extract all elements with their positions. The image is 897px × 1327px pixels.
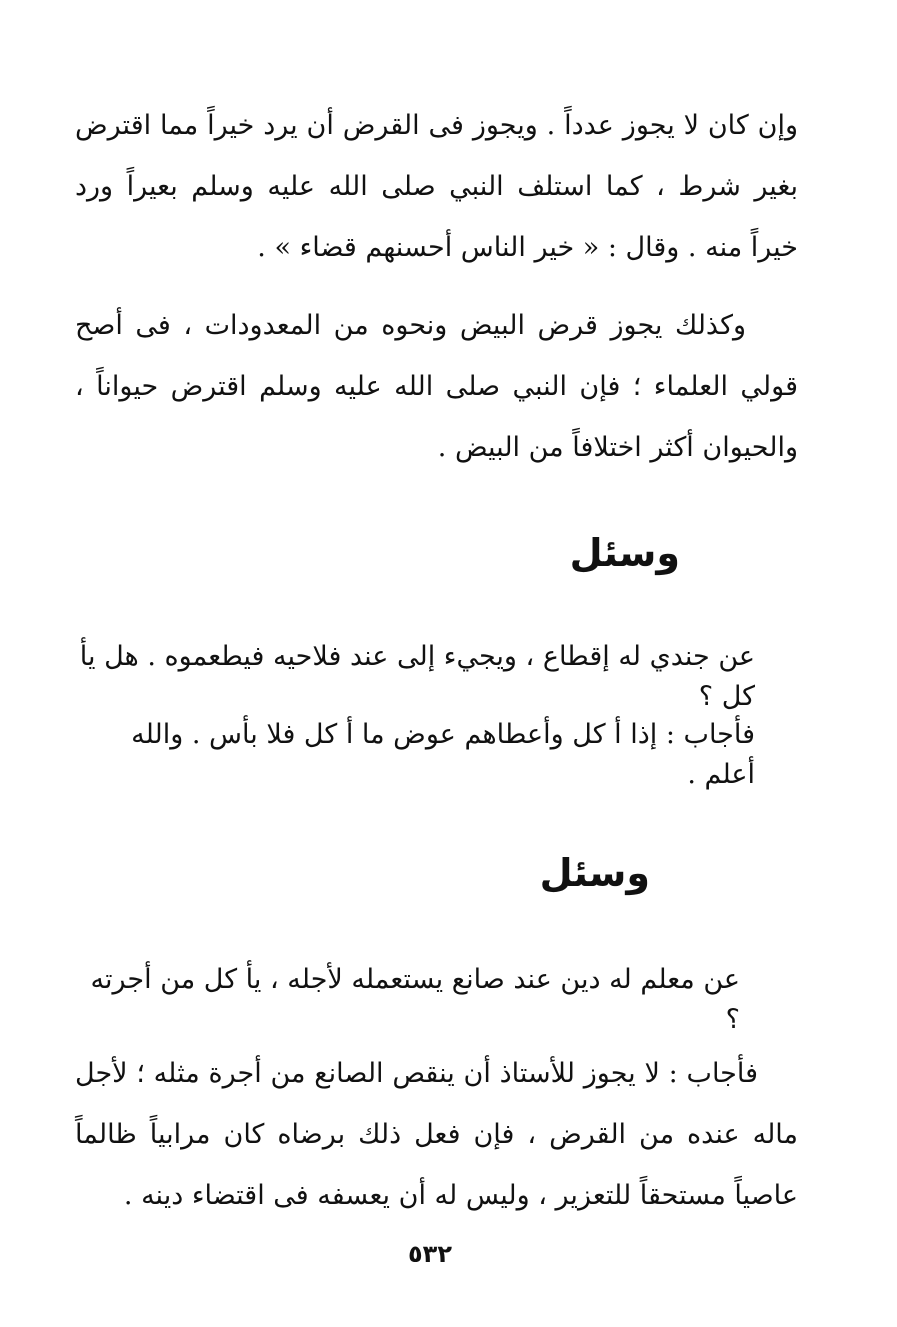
page-number: ٥٣٢ <box>408 1240 452 1268</box>
question-text: عن معلم له دين عند صانع يستعمله لأجله ، يأ كل من أجرته ؟ <box>90 964 740 1035</box>
question-text: عن جندي له إقطاع ، ويجيء إلى عند فلاحيه فيطعموه . هل يأ كل ؟ <box>79 641 755 712</box>
answer-text: فأجاب : لا يجوز للأستاذ أن ينقص الصانع من أجرة مثله ؛ لأجل ماله عنده من القرض ، فإن فعل ذلك برضاه كان مرابياً ظالماً عاصياً مستحقاً للتعزير ، وليس له أن يعسفه فى اقتضاء دينه . <box>75 1058 798 1211</box>
answer-text: فأجاب : إذا أ كل وأعطاهم عوض ما أ كل فلا بأس . والله أعلم . <box>131 719 755 790</box>
section-heading: وسئل <box>539 851 650 895</box>
section-heading: وسئل <box>569 531 680 575</box>
body-paragraph: وإن كان لا يجوز عدداً . ويجوز فى القرض أن يرد خيراً مما اقترض بغير شرط ، كما استلف النبي صلى الله عليه وسلم بعيراً ورد خيراً منه . وقال : « خير الناس أحسنهم قضاء » . <box>75 110 798 263</box>
body-paragraph: وكذلك يجوز قرض البيض ونحوه من المعدودات ، فى أصح قولي العلماء ؛ فإن النبي صلى الله عليه وسلم اقترض حيواناً ، والحيوان أكثر اختلافاً من البيض . <box>75 310 798 463</box>
